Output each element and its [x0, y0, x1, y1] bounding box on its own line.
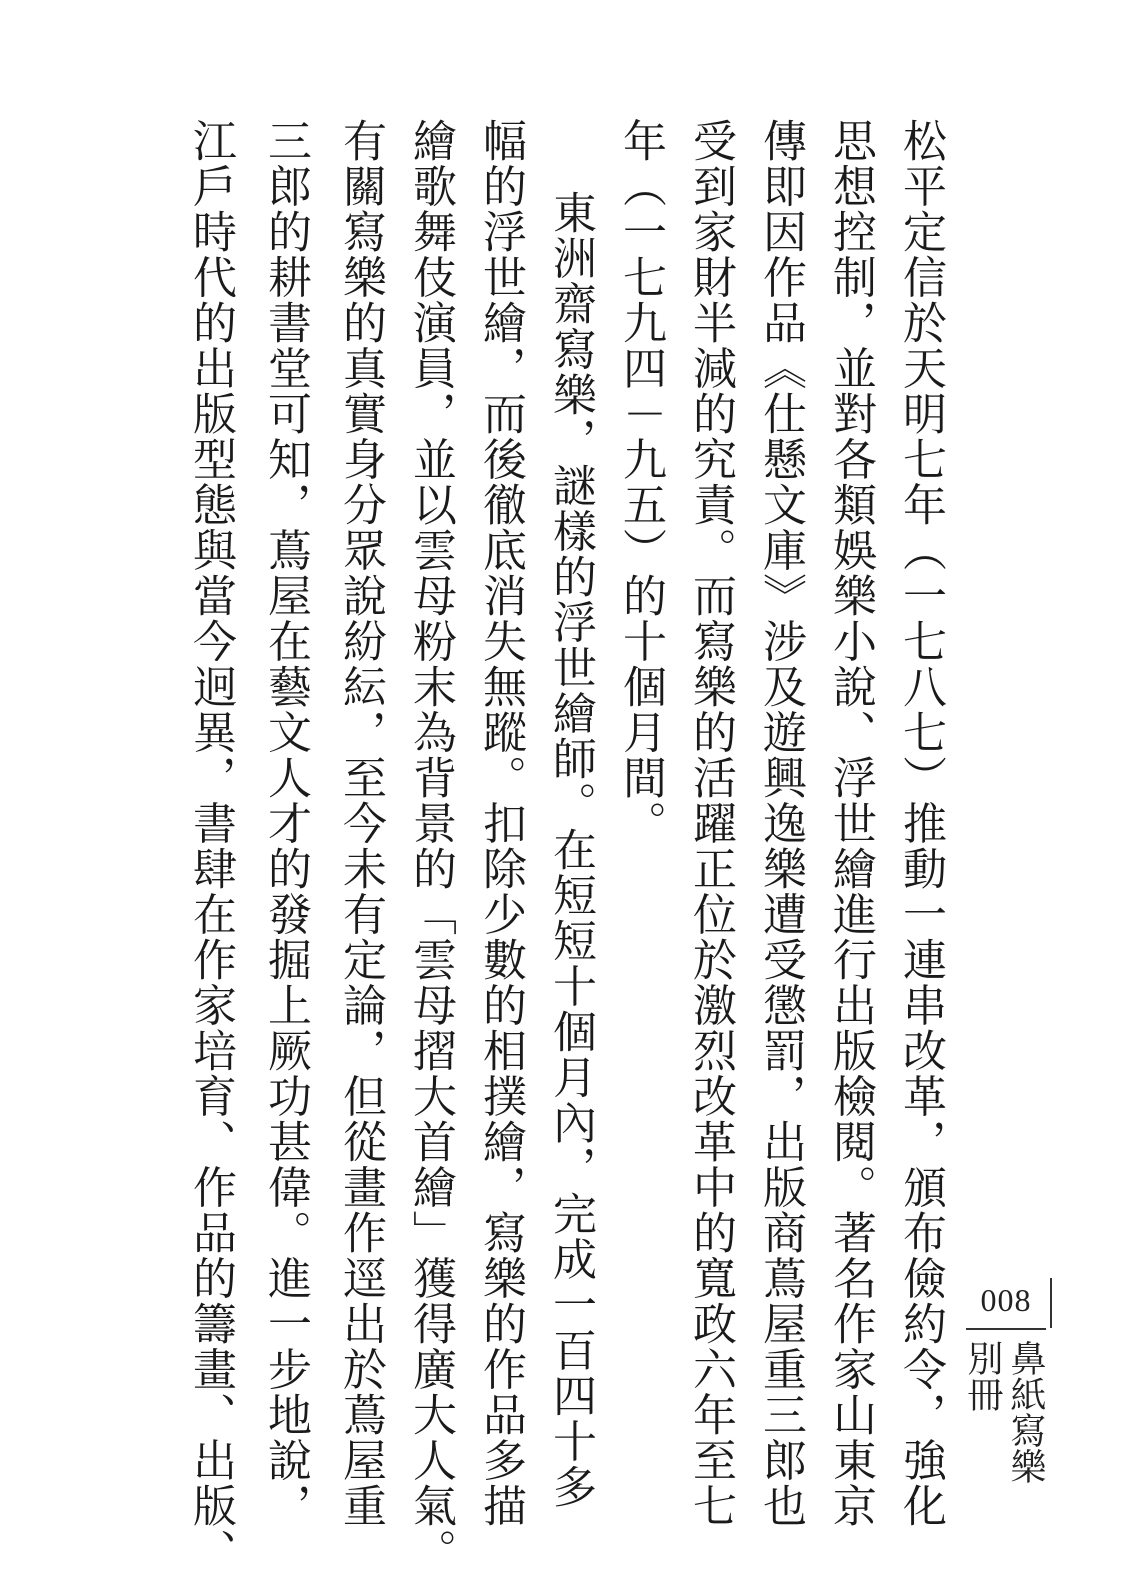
- text-column-4: 受到家財半減的究責。而寫樂的活躍正位於激烈改革中的寬政六年至七: [685, 118, 736, 1529]
- text-column-5: 年（一七九四－九五）的十個月間。: [615, 118, 666, 846]
- text-column-2: 思想控制，並對各類娛樂小說、浮世繪進行出版檢閱。著名作家山東京: [825, 118, 876, 1529]
- running-title: 鼻紙寫樂: [1005, 1340, 1046, 1484]
- folio-rule-vertical: [1050, 1278, 1052, 1328]
- text-column-1: 松平定信於天明七年（一七八七）推動一連串改革，頒布儉約令，強化: [895, 118, 946, 1529]
- page-number: 008: [980, 1282, 1032, 1318]
- text-column-3: 傳即因作品《仕懸文庫》涉及遊興逸樂遭受懲罰，出版商蔦屋重三郎也: [755, 118, 806, 1529]
- text-column-8: 繪歌舞伎演員，並以雲母粉末為背景的「雲母摺大首繪」獲得廣大人氣。: [405, 118, 456, 1574]
- text-column-6: 東洲齋寫樂，謎樣的浮世繪師。在短短十個月內，完成一百四十多: [545, 190, 596, 1510]
- text-column-7: 幅的浮世繪，而後徹底消失無蹤。扣除少數的相撲繪，寫樂的作品多描: [475, 118, 526, 1529]
- running-subtitle: 別冊: [962, 1340, 1003, 1412]
- text-column-9: 有關寫樂的真實身分眾說紛紜，至今未有定論，但從畫作逕出於蔦屋重: [335, 118, 386, 1529]
- text-column-11: 江戶時代的出版型態與當今迥異，書肆在作家培育、作品的籌畫、出版、: [185, 118, 236, 1574]
- folio-rule: [966, 1328, 1046, 1330]
- text-column-10: 三郎的耕書堂可知，蔦屋在藝文人才的發掘上厥功甚偉。進一步地說，: [260, 118, 311, 1529]
